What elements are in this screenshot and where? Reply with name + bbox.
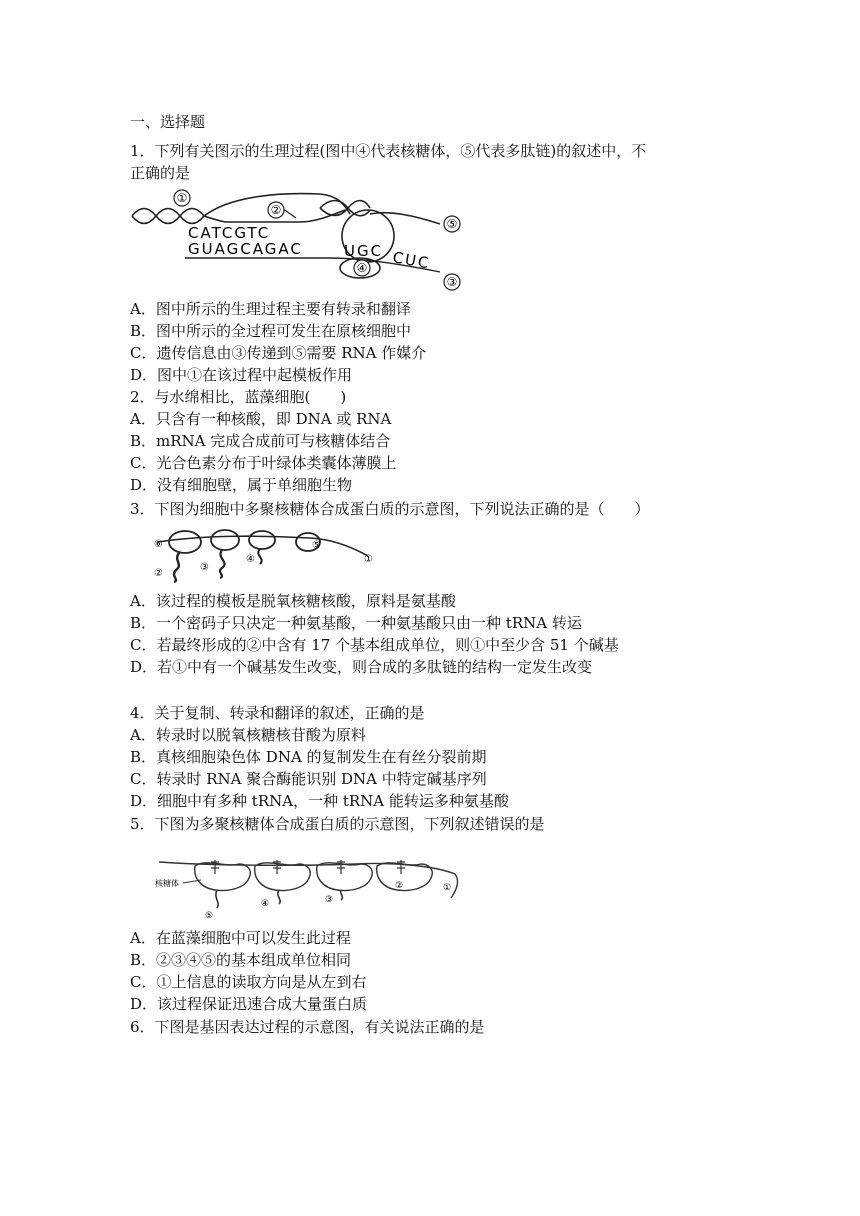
q1-option-a: A．图中所示的生理过程主要有转录和翻译 bbox=[130, 300, 411, 318]
q5-option-a: A．在蓝藻细胞中可以发生此过程 bbox=[130, 929, 351, 947]
q1-marker-3: ③ bbox=[446, 275, 458, 289]
q2-option-c: C．光合色素分布于叶绿体类囊体薄膜上 bbox=[130, 454, 397, 472]
q2-option-b: B．mRNA 完成合成前可与核糖体结合 bbox=[130, 432, 391, 450]
q2-option-a: A．只含有一种核酸，即 DNA 或 RNA bbox=[130, 410, 392, 428]
q1-mrna-tail: CUC bbox=[391, 248, 432, 273]
q6-stem: 6．下图是基因表达过程的示意图，有关说法正确的是 bbox=[130, 1018, 485, 1036]
q3-marker-4: ④ bbox=[246, 554, 255, 565]
q3-marker-6: ⑥ bbox=[154, 539, 163, 550]
q5-option-d: D．该过程保证迅速合成大量蛋白质 bbox=[130, 995, 368, 1013]
q4-option-d: D．细胞中有多种 tRNA，一种 tRNA 能转运多种氨基酸 bbox=[130, 792, 509, 810]
q1-stem-line1: 1．下列有关图示的生理过程(图中④代表核糖体，⑤代表多肽链)的叙述中，不 bbox=[130, 142, 647, 160]
q5-stem: 5．下图为多聚核糖体合成蛋白质的示意图，下列叙述错误的是 bbox=[130, 815, 545, 833]
q5-polyribosome-figure bbox=[155, 848, 465, 920]
q1-dna-sequence: CATCGTC bbox=[188, 224, 271, 242]
q1-option-c: C．遗传信息由③传递到⑤需要 RNA 作媒介 bbox=[130, 344, 427, 362]
q1-marker-2: ② bbox=[270, 203, 282, 217]
q5-marker-2: ② bbox=[395, 881, 404, 891]
q5-marker-1: ① bbox=[443, 883, 452, 893]
q1-option-d: D．图中①在该过程中起模板作用 bbox=[130, 366, 353, 384]
section-title: 一、选择题 bbox=[130, 113, 206, 131]
q1-transcription-translation-figure bbox=[130, 186, 475, 294]
q3-marker-2: ② bbox=[154, 568, 163, 579]
q4-option-b: B．真核细胞染色体 DNA 的复制发生在有丝分裂前期 bbox=[130, 748, 487, 766]
q5-marker-4: ④ bbox=[261, 899, 270, 909]
q3-option-b: B．一个密码子只决定一种氨基酸，一种氨基酸只由一种 tRNA 转运 bbox=[130, 614, 582, 632]
q3-polyribosome-figure bbox=[150, 524, 380, 584]
q1-marker-4: ④ bbox=[356, 261, 368, 275]
q5-option-c: C．①上信息的读取方向是从左到右 bbox=[130, 973, 367, 991]
q3-marker-3: ③ bbox=[200, 562, 209, 573]
q2-option-d: D．没有细胞壁，属于单细胞生物 bbox=[130, 476, 353, 494]
q1-marker-5: ⑤ bbox=[446, 217, 458, 231]
q3-marker-1: ① bbox=[364, 554, 373, 565]
q1-mrna-sequence: GUAGCAGAC bbox=[188, 240, 303, 258]
q4-option-c: C．转录时 RNA 聚合酶能识别 DNA 中特定碱基序列 bbox=[130, 770, 487, 788]
q3-option-d: D．若①中有一个碱基发生改变，则合成的多肽链的结构一定发生改变 bbox=[130, 658, 593, 676]
q5-marker-5: ⑤ bbox=[205, 911, 214, 920]
q1-option-b: B．图中所示的全过程可发生在原核细胞中 bbox=[130, 322, 412, 340]
q3-option-c: C．若最终形成的②中含有 17 个基本组成单位，则①中至少含 51 个碱基 bbox=[130, 636, 619, 654]
q4-stem: 4．关于复制、转录和翻译的叙述，正确的是 bbox=[130, 704, 425, 722]
q5-ribosome-label: 核糖体 bbox=[155, 879, 179, 888]
q3-marker-5: ⑤ bbox=[312, 540, 321, 551]
q3-stem: 3．下图为细胞中多聚核糖体合成蛋白质的示意图，下列说法正确的是（ ） bbox=[130, 500, 650, 518]
q1-codon: UGC bbox=[344, 242, 384, 260]
q5-marker-3: ③ bbox=[325, 895, 334, 905]
q1-stem-line2: 正确的是 bbox=[130, 164, 191, 182]
q3-option-a: A．该过程的模板是脱氧核糖核酸，原料是氨基酸 bbox=[130, 592, 456, 610]
q4-option-a: A．转录时以脱氧核糖核苷酸为原料 bbox=[130, 726, 366, 744]
q5-option-b: B．②③④⑤的基本组成单位相同 bbox=[130, 951, 352, 969]
q1-marker-1: ① bbox=[176, 191, 188, 205]
q2-stem: 2．与水绵相比，蓝藻细胞( ) bbox=[130, 388, 347, 406]
